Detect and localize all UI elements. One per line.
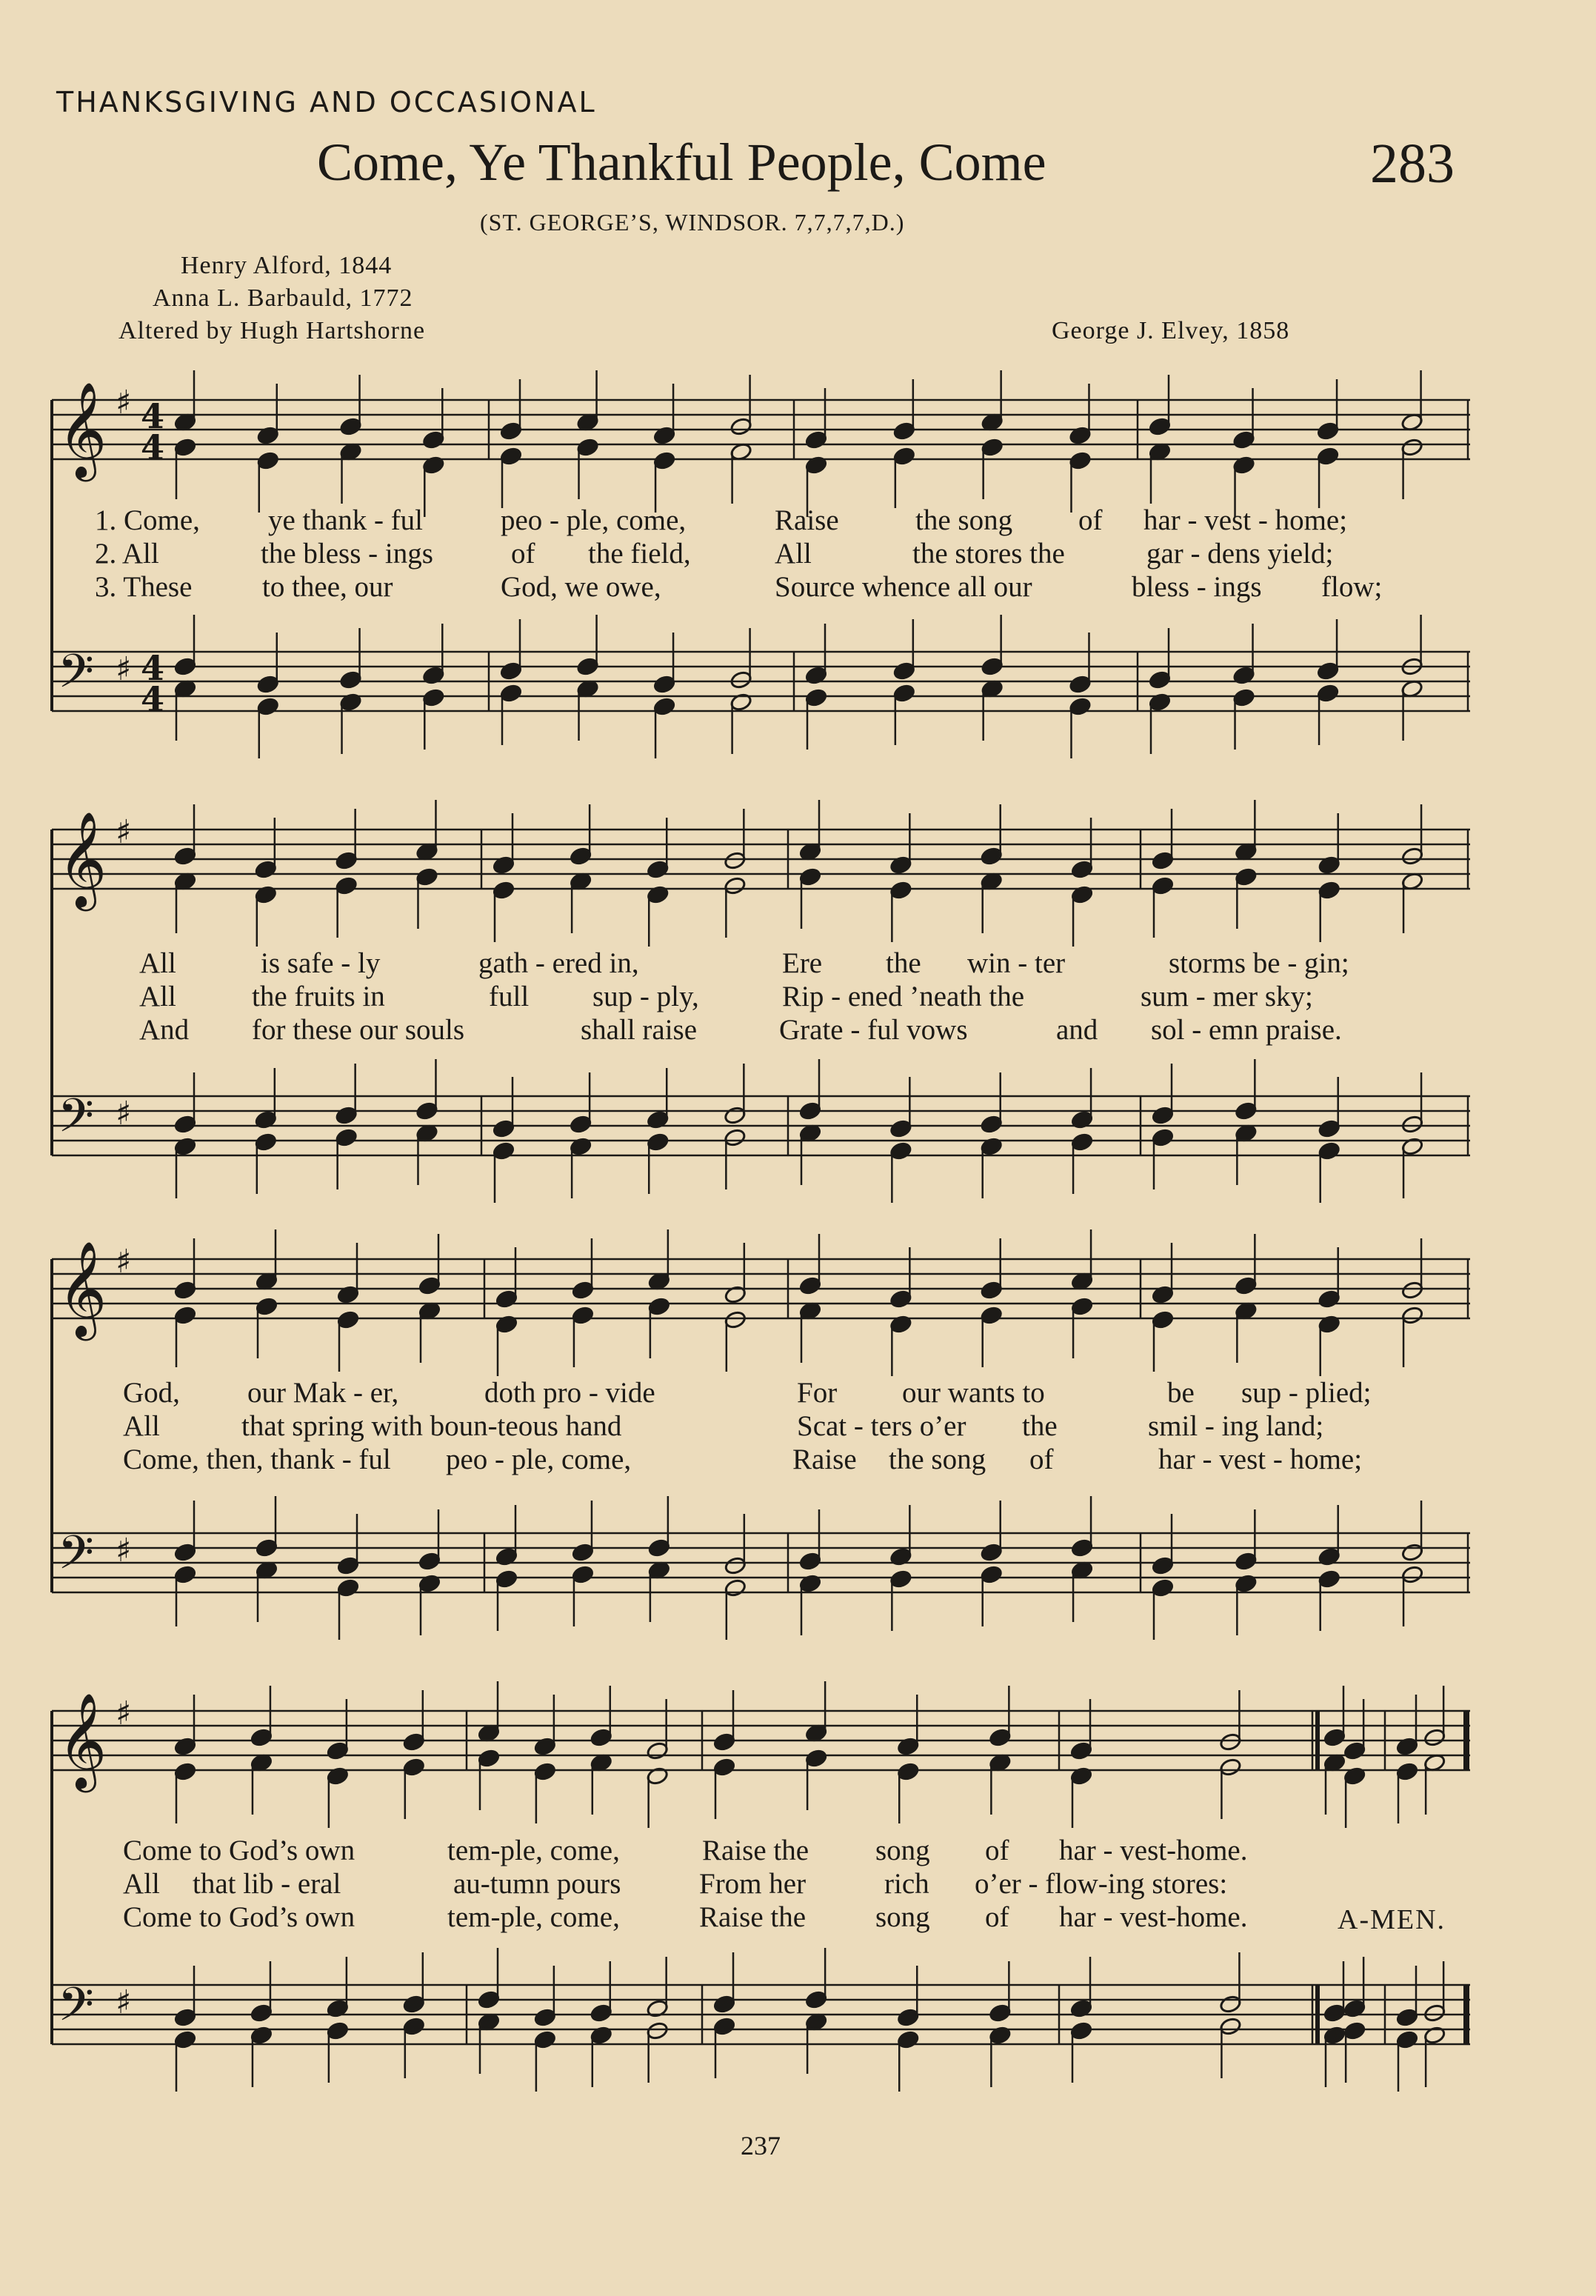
- lyric-syllable: gath - ered in,: [478, 947, 639, 979]
- lyric-syllable: Raise: [792, 1444, 857, 1475]
- verse-2-line-1: [0, 537, 1596, 573]
- lyric-syllable: be: [1167, 1377, 1195, 1409]
- lyric-syllable: the song: [889, 1444, 986, 1475]
- verse-2-line-3: [0, 1409, 1596, 1445]
- lyric-syllable: har - vest - home;: [1143, 504, 1348, 536]
- bass-clef: 𝄢: [58, 644, 94, 710]
- lyric-syllable: Raise: [775, 504, 839, 536]
- key-sharp: ♯: [116, 1983, 132, 2021]
- time-signature: 4: [141, 427, 165, 467]
- lyric-syllable: au-tumn pours: [453, 1868, 621, 1900]
- lyric-syllable: of: [1078, 504, 1103, 536]
- lyric-syllable: All: [775, 538, 812, 570]
- lyric-syllable: Raise the: [699, 1901, 807, 1933]
- lyric-syllable: doth pro - vide: [484, 1377, 655, 1409]
- treble-clef: 𝄞: [58, 1692, 107, 1789]
- lyric-syllable: and: [1056, 1014, 1098, 1046]
- verse-3-line-1: [0, 570, 1596, 606]
- lyric-syllable: the: [1022, 1410, 1058, 1442]
- lyric-syllable: sum - mer sky;: [1141, 981, 1313, 1012]
- hymn-title: Come, Ye Thankful People, Come: [317, 133, 1046, 192]
- lyric-syllable: Rip - ened ’neath the: [782, 981, 1025, 1012]
- double-barline: [1315, 1711, 1320, 1770]
- lyric-syllable: All: [139, 947, 176, 979]
- lyric-syllable: for these our souls: [252, 1014, 465, 1046]
- lyric-syllable: ye thank - ful: [268, 504, 424, 536]
- verse-3-line-2: [0, 1013, 1596, 1049]
- key-sharp: ♯: [116, 650, 132, 688]
- key-sharp: ♯: [116, 813, 132, 851]
- lyric-syllable: God,: [123, 1377, 180, 1409]
- lyric-syllable: tem-ple, come,: [447, 1835, 620, 1866]
- lyric-syllable: Grate - ful vows: [779, 1014, 968, 1046]
- author-credit-3: Altered by Hugh Hartshorne: [118, 317, 426, 344]
- verse-3-line-3: [0, 1443, 1596, 1478]
- author-credit-2: Anna L. Barbauld, 1772: [153, 284, 413, 312]
- time-signature: 4: [141, 396, 165, 436]
- treble-clef: 𝄞: [58, 381, 107, 478]
- lyric-syllable: to thee, our: [262, 571, 393, 603]
- lyric-syllable: bless - ings: [1132, 571, 1262, 603]
- bass-clef: 𝄢: [58, 1088, 94, 1154]
- lyric-syllable: har - vest-home.: [1059, 1901, 1248, 1933]
- lyric-syllable: Source whence all our: [775, 571, 1032, 603]
- lyric-syllable: From her: [699, 1868, 807, 1900]
- author-credit-1: Henry Alford, 1844: [181, 252, 393, 279]
- lyric-syllable: peo - ple, come,: [446, 1444, 632, 1475]
- lyric-syllable: All: [123, 1868, 160, 1900]
- composer-credit: George J. Elvey, 1858: [1052, 317, 1290, 344]
- lyric-syllable: the field,: [588, 538, 691, 570]
- lyric-syllable: For: [797, 1377, 838, 1409]
- lyric-syllable: of: [985, 1901, 1009, 1933]
- tune-name: (ST. GEORGE’S, WINDSOR. 7,7,7,7,D.): [480, 209, 905, 236]
- lyric-syllable: 1. Come,: [95, 504, 200, 536]
- lyric-syllable: smil - ing land;: [1148, 1410, 1324, 1442]
- verse-1-line-4: [0, 1834, 1596, 1869]
- lyric-syllable: tem-ple, come,: [447, 1901, 620, 1933]
- lyric-syllable: of: [985, 1835, 1009, 1866]
- final-barline: [1463, 1711, 1469, 1770]
- verse-1-line-1: [0, 504, 1596, 539]
- lyric-syllable: our wants to: [902, 1377, 1045, 1409]
- lyric-syllable: sup - ply,: [592, 981, 699, 1012]
- double-barline: [1315, 1985, 1320, 2044]
- treble-clef: 𝄞: [58, 811, 107, 907]
- key-sharp: ♯: [116, 1095, 132, 1132]
- lyric-syllable: Come, then, thank - ful: [123, 1444, 391, 1475]
- bass-clef: 𝄢: [58, 1525, 94, 1591]
- lyric-syllable: har - vest - home;: [1158, 1444, 1363, 1475]
- final-barline: [1463, 1985, 1469, 2044]
- key-sharp: ♯: [116, 384, 132, 421]
- lyric-syllable: rich: [884, 1868, 929, 1900]
- treble-clef: 𝄞: [58, 1241, 107, 1337]
- lyric-syllable: God, we owe,: [501, 571, 661, 603]
- page-number: 237: [741, 2131, 781, 2160]
- lyric-syllable: shall raise: [581, 1014, 698, 1046]
- bass-clef: 𝄢: [58, 1977, 94, 2043]
- lyric-syllable: the song: [915, 504, 1013, 536]
- lyric-syllable: that lib - eral: [193, 1868, 341, 1900]
- amen-text: A-MEN.: [1338, 1904, 1446, 1935]
- verse-2-line-2: [0, 980, 1596, 1015]
- lyric-syllable: peo - ple, come,: [501, 504, 687, 536]
- lyric-syllable: full: [489, 981, 530, 1012]
- lyric-syllable: of: [511, 538, 535, 570]
- hymn-number: 283: [1370, 133, 1455, 195]
- lyric-syllable: the fruits in: [252, 981, 385, 1012]
- lyric-syllable: song: [875, 1901, 930, 1933]
- lyric-syllable: the: [886, 947, 921, 979]
- lyric-syllable: Raise the: [702, 1835, 809, 1866]
- lyric-syllable: Ere: [782, 947, 823, 979]
- lyric-syllable: win - ter: [967, 947, 1066, 979]
- lyric-syllable: sol - emn praise.: [1151, 1014, 1342, 1046]
- lyric-syllable: sup - plied;: [1241, 1377, 1372, 1409]
- lyric-syllable: storms be - gin;: [1169, 947, 1349, 979]
- lyric-syllable: flow;: [1321, 571, 1383, 603]
- lyric-syllable: All: [123, 1410, 160, 1442]
- lyric-syllable: that spring with boun-teous hand: [241, 1410, 622, 1442]
- lyric-syllable: Scat - ters o’er: [797, 1410, 966, 1442]
- section-heading: THANKSGIVING AND OCCASIONAL: [56, 86, 597, 119]
- lyric-syllable: All: [139, 981, 176, 1012]
- time-signature: 4: [141, 648, 165, 688]
- verse-2-line-4: [0, 1867, 1596, 1903]
- lyric-syllable: of: [1029, 1444, 1054, 1475]
- verse-1-line-2: [0, 947, 1596, 982]
- key-sharp: ♯: [116, 1243, 132, 1281]
- lyric-syllable: the bless - ings: [261, 538, 433, 570]
- lyric-syllable: gar - dens yield;: [1146, 538, 1334, 570]
- lyric-syllable: Come to God’s own: [123, 1901, 355, 1933]
- lyric-syllable: Come to God’s own: [123, 1835, 355, 1866]
- lyric-syllable: And: [139, 1014, 190, 1046]
- lyric-syllable: our Mak - er,: [247, 1377, 399, 1409]
- time-signature: 4: [141, 679, 165, 719]
- lyric-syllable: is safe - ly: [261, 947, 381, 979]
- key-sharp: ♯: [116, 1695, 132, 1732]
- verse-1-line-3: [0, 1376, 1596, 1412]
- lyric-syllable: o’er - flow-ing stores:: [975, 1868, 1228, 1900]
- key-sharp: ♯: [116, 1532, 132, 1569]
- lyric-syllable: song: [875, 1835, 930, 1866]
- lyric-syllable: har - vest-home.: [1059, 1835, 1248, 1866]
- lyric-syllable: 3. These: [95, 571, 193, 603]
- lyric-syllable: the stores the: [912, 538, 1065, 570]
- lyric-syllable: 2. All: [95, 538, 159, 570]
